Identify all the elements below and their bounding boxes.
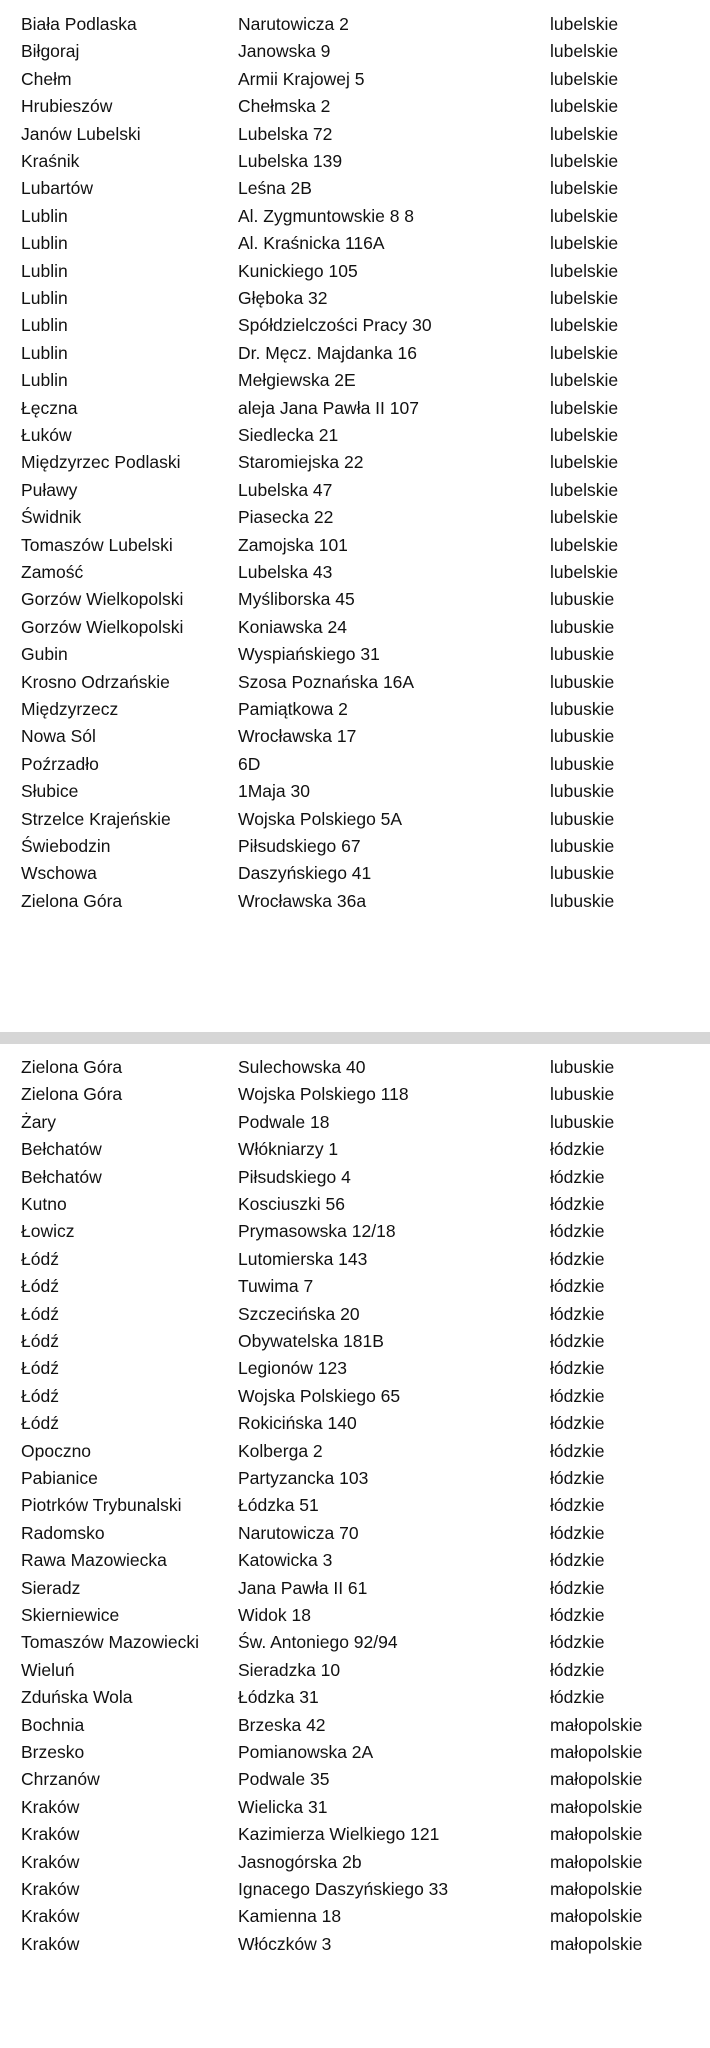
city-cell: Biała Podlaska <box>21 14 137 34</box>
region-cell: lubelskie <box>550 288 619 308</box>
table-row <box>0 1273 710 1300</box>
street-cell: Narutowicza 70 <box>238 1522 359 1543</box>
city-cell: Świebodzin <box>21 836 111 856</box>
street-cell: Al. Kraśnicka 116A <box>238 233 385 254</box>
region-cell: łódzkie <box>550 1577 605 1598</box>
table-row <box>0 422 710 449</box>
street-cell: Kosciuszki 56 <box>238 1194 345 1214</box>
table-row <box>0 38 710 65</box>
table-row <box>0 1191 710 1218</box>
city-cell: Lublin <box>21 342 68 363</box>
region-cell: łódzkie <box>550 1659 605 1680</box>
table-row <box>0 696 710 723</box>
city-cell: Chrzanów <box>21 1769 100 1790</box>
table-row <box>0 203 710 230</box>
table-row <box>0 395 710 422</box>
region-cell: małopolskie <box>550 1851 643 1872</box>
street-cell: Jasnogórska 2b <box>238 1851 362 1872</box>
street-cell: Partyzancka 103 <box>238 1468 369 1488</box>
region-cell: małopolskie <box>550 1769 643 1790</box>
street-cell: Wojska Polskiego 5A <box>238 808 403 829</box>
table-row <box>0 1602 710 1629</box>
table-row <box>0 1301 710 1328</box>
region-cell: lubelskie <box>550 260 619 281</box>
region-cell: lubelskie <box>550 315 619 336</box>
region-cell: lubelskie <box>550 14 619 34</box>
street-cell: Koniawska 24 <box>238 616 347 637</box>
table-row <box>0 1794 710 1821</box>
street-cell: Kamienna 18 <box>238 1906 342 1927</box>
region-cell: lubelskie <box>550 425 619 445</box>
region-cell: lubelskie <box>550 342 619 363</box>
table-row <box>0 1547 710 1574</box>
region-cell: lubuskie <box>550 753 615 774</box>
table-row <box>0 614 710 641</box>
region-cell: lubelskie <box>550 68 619 89</box>
city-cell: Biłgoraj <box>21 41 80 62</box>
table-row <box>0 93 710 120</box>
region-cell: łódzkie <box>550 1276 605 1297</box>
region-cell: lubelskie <box>550 41 619 62</box>
table-row <box>0 778 710 805</box>
city-cell: Nowa Sól <box>21 726 96 747</box>
city-cell: Międzyrzecz <box>21 699 119 719</box>
table-row <box>0 1054 710 1081</box>
city-cell: Lublin <box>21 205 68 226</box>
city-cell: Łęczna <box>21 397 78 418</box>
table-row <box>0 1629 710 1656</box>
street-cell: Dr. Męcz. Majdanka 16 <box>238 342 417 363</box>
table-row <box>0 888 710 915</box>
street-cell: Głęboka 32 <box>238 288 328 308</box>
city-cell: Bochnia <box>21 1714 85 1735</box>
region-cell: łódzkie <box>550 1550 605 1571</box>
city-cell: Tomaszów Mazowiecki <box>21 1632 199 1653</box>
street-cell: Łódzka 51 <box>238 1495 319 1516</box>
table-row <box>0 532 710 559</box>
region-cell: lubelskie <box>550 370 619 391</box>
city-cell: Poźrzadło <box>21 753 99 774</box>
city-cell: Radomsko <box>21 1522 105 1543</box>
table-row <box>0 833 710 860</box>
region-cell: małopolskie <box>550 1796 643 1817</box>
region-cell: lubelskie <box>550 452 619 473</box>
region-cell: lubelskie <box>550 205 619 226</box>
table-row <box>0 285 710 312</box>
table-row <box>0 1136 710 1163</box>
street-cell: Wyspiańskiego 31 <box>238 644 380 665</box>
region-cell: lubuskie <box>550 863 615 884</box>
region-cell: lubelskie <box>550 397 619 418</box>
region-cell: lubuskie <box>550 1057 615 1077</box>
table-row <box>0 669 710 696</box>
region-cell: łódzkie <box>550 1358 605 1379</box>
street-cell: Włókniarzy 1 <box>238 1139 339 1160</box>
table-row <box>0 1081 710 1108</box>
street-cell: Lubelska 139 <box>238 151 343 171</box>
table-row <box>0 477 710 504</box>
city-cell: Łuków <box>21 425 72 445</box>
street-cell: Pomianowska 2A <box>238 1742 374 1762</box>
region-cell: lubelskie <box>550 96 619 117</box>
table-row <box>0 11 710 38</box>
table-row <box>0 1657 710 1684</box>
region-cell: lubuskie <box>550 808 615 829</box>
region-cell: łódzkie <box>550 1385 605 1406</box>
city-cell: Rawa Mazowiecka <box>21 1550 167 1571</box>
street-cell: Kolberga 2 <box>238 1440 323 1461</box>
city-cell: Zduńska Wola <box>21 1687 133 1708</box>
table-row <box>0 312 710 339</box>
street-cell: Myśliborska 45 <box>238 589 355 610</box>
table-row <box>0 449 710 476</box>
table-row <box>0 1903 710 1930</box>
city-cell: Gubin <box>21 644 68 665</box>
city-cell: Lublin <box>21 370 68 391</box>
street-cell: Wrocławska 17 <box>238 726 357 747</box>
table-row <box>0 175 710 202</box>
table-row <box>0 1712 710 1739</box>
street-cell: Pamiątkowa 2 <box>238 699 348 719</box>
street-cell: Daszyńskiego 41 <box>238 863 372 884</box>
street-cell: Piłsudskiego 67 <box>238 836 361 856</box>
street-cell: Łódzka 31 <box>238 1687 319 1708</box>
street-cell: Widok 18 <box>238 1605 311 1625</box>
region-cell: małopolskie <box>550 1714 643 1735</box>
city-cell: Pabianice <box>21 1468 98 1488</box>
table-row <box>0 1438 710 1465</box>
table-row <box>0 1383 710 1410</box>
city-cell: Łódź <box>21 1331 59 1351</box>
document-page-2 <box>0 1044 710 2048</box>
region-cell: lubelskie <box>550 479 619 500</box>
city-cell: Lublin <box>21 260 68 281</box>
city-cell: Żary <box>21 1111 56 1132</box>
region-cell: lubuskie <box>550 644 615 665</box>
street-cell: Narutowicza 2 <box>238 14 349 34</box>
street-cell: Jana Pawła II 61 <box>238 1577 368 1598</box>
region-cell: lubuskie <box>550 616 615 637</box>
region-cell: lubuskie <box>550 1084 615 1105</box>
region-cell: lubuskie <box>550 890 615 911</box>
street-cell: Włóczków 3 <box>238 1933 332 1954</box>
street-cell: Wojska Polskiego 65 <box>238 1385 401 1406</box>
street-cell: Kazimierza Wielkiego 121 <box>238 1824 440 1845</box>
street-cell: Katowicka 3 <box>238 1550 333 1571</box>
street-cell: Leśna 2B <box>238 178 312 199</box>
table-row <box>0 1849 710 1876</box>
region-cell: lubelskie <box>550 534 619 555</box>
city-cell: Janów Lubelski <box>21 123 141 144</box>
city-cell: Opoczno <box>21 1440 92 1461</box>
region-cell: lubelskie <box>550 178 619 199</box>
region-cell: małopolskie <box>550 1906 643 1927</box>
region-cell: łódzkie <box>550 1440 605 1461</box>
table-row <box>0 1218 710 1245</box>
street-cell: Janowska 9 <box>238 41 331 62</box>
street-cell: Legionów 123 <box>238 1358 347 1379</box>
city-cell: Lubartów <box>21 178 93 199</box>
region-cell: łódzkie <box>550 1687 605 1708</box>
table-row <box>0 1520 710 1547</box>
street-cell: Wojska Polskiego 118 <box>238 1084 409 1105</box>
city-cell: Tomaszów Lubelski <box>21 534 173 555</box>
city-cell: Łódź <box>21 1248 59 1269</box>
region-cell: lubuskie <box>550 589 615 610</box>
table-row <box>0 258 710 285</box>
city-cell: Łódź <box>21 1413 59 1434</box>
table-row <box>0 121 710 148</box>
table-row <box>0 641 710 668</box>
table-row <box>0 1739 710 1766</box>
street-cell: Staromiejska 22 <box>238 452 364 473</box>
street-cell: Szosa Poznańska 16A <box>238 671 415 692</box>
street-cell: 6D <box>238 753 261 774</box>
street-cell: Kunickiego 105 <box>238 260 358 281</box>
region-cell: lubelskie <box>550 562 619 582</box>
page-separator <box>0 1032 710 1044</box>
region-cell: łódzkie <box>550 1495 605 1516</box>
city-cell: Chełm <box>21 68 72 89</box>
region-cell: łódzkie <box>550 1413 605 1434</box>
city-cell: Zamość <box>21 562 84 582</box>
city-cell: Lublin <box>21 233 68 254</box>
city-cell: Gorzów Wielkopolski <box>21 589 184 610</box>
region-cell: łódzkie <box>550 1194 605 1214</box>
street-cell: Lubelska 47 <box>238 479 333 500</box>
table-row <box>0 1355 710 1382</box>
city-cell: Hrubieszów <box>21 96 113 117</box>
table-row <box>0 1684 710 1711</box>
table-row <box>0 1164 710 1191</box>
table-row <box>0 1575 710 1602</box>
city-cell: Łódź <box>21 1303 59 1324</box>
region-cell: łódzkie <box>550 1166 605 1187</box>
table-row <box>0 1410 710 1437</box>
region-cell: łódzkie <box>550 1632 605 1653</box>
city-cell: Skierniewice <box>21 1605 120 1625</box>
region-cell: lubuskie <box>550 781 615 802</box>
city-cell: Kutno <box>21 1194 67 1214</box>
table-row <box>0 1876 710 1903</box>
city-cell: Gorzów Wielkopolski <box>21 616 184 637</box>
region-cell: lubuskie <box>550 671 615 692</box>
table-row <box>0 1328 710 1355</box>
city-cell: Puławy <box>21 479 78 500</box>
city-cell: Lublin <box>21 315 68 336</box>
street-cell: Podwale 18 <box>238 1111 330 1132</box>
city-cell: Łódź <box>21 1385 59 1406</box>
table-row <box>0 367 710 394</box>
street-cell: Lubelska 43 <box>238 562 333 582</box>
street-cell: Podwale 35 <box>238 1769 330 1790</box>
street-cell: Ignacego Daszyńskiego 33 <box>238 1879 449 1899</box>
city-cell: Bełchatów <box>21 1166 102 1187</box>
table-row <box>0 586 710 613</box>
region-cell: łódzkie <box>550 1331 605 1351</box>
city-cell: Łódź <box>21 1276 59 1297</box>
table-row <box>0 1766 710 1793</box>
city-cell: Kraśnik <box>21 151 80 171</box>
table-row <box>0 751 710 778</box>
city-cell: Łowicz <box>21 1221 75 1242</box>
table-row <box>0 1821 710 1848</box>
region-cell: lubelskie <box>550 151 619 171</box>
table-row <box>0 1246 710 1273</box>
region-cell: łódzkie <box>550 1522 605 1543</box>
street-cell: Brzeska 42 <box>238 1714 326 1735</box>
city-cell: Świdnik <box>21 507 82 528</box>
street-cell: aleja Jana Pawła II 107 <box>238 397 419 418</box>
table-row <box>0 230 710 257</box>
street-cell: Spółdzielczości Pracy 30 <box>238 315 432 336</box>
street-cell: Chełmska 2 <box>238 96 331 117</box>
street-cell: Wielicka 31 <box>238 1796 328 1817</box>
street-cell: Tuwima 7 <box>238 1276 314 1297</box>
city-cell: Krosno Odrzańskie <box>21 671 170 692</box>
street-cell: Prymasowska 12/18 <box>238 1221 396 1242</box>
city-cell: Kraków <box>21 1796 80 1817</box>
city-cell: Słubice <box>21 781 79 802</box>
street-cell: Sulechowska 40 <box>238 1057 366 1077</box>
city-cell: Zielona Góra <box>21 1057 123 1077</box>
street-cell: Sieradzka 10 <box>238 1659 341 1680</box>
region-cell: małopolskie <box>550 1933 643 1954</box>
table-row <box>0 559 710 586</box>
street-cell: 1Maja 30 <box>238 781 310 802</box>
table-row <box>0 723 710 750</box>
street-cell: Mełgiewska 2E <box>238 370 356 391</box>
city-cell: Zielona Góra <box>21 1084 123 1105</box>
region-cell: łódzkie <box>550 1139 605 1160</box>
street-cell: Lubelska 72 <box>238 123 333 144</box>
table-row <box>0 860 710 887</box>
region-cell: łódzkie <box>550 1468 605 1488</box>
city-cell: Wschowa <box>21 863 97 884</box>
region-cell: lubuskie <box>550 1111 615 1132</box>
table-row <box>0 340 710 367</box>
region-cell: lubelskie <box>550 233 619 254</box>
city-cell: Kraków <box>21 1879 80 1899</box>
city-cell: Zielona Góra <box>21 890 123 911</box>
street-cell: Obywatelska 181B <box>238 1331 384 1351</box>
region-cell: lubuskie <box>550 726 615 747</box>
region-cell: lubuskie <box>550 699 615 719</box>
city-cell: Łódź <box>21 1358 59 1379</box>
city-cell: Kraków <box>21 1851 80 1872</box>
street-cell: Armii Krajowej 5 <box>238 68 365 89</box>
city-cell: Strzelce Krajeńskie <box>21 808 171 829</box>
table-row <box>0 148 710 175</box>
table-row <box>0 66 710 93</box>
street-cell: Lutomierska 143 <box>238 1248 368 1269</box>
city-cell: Kraków <box>21 1824 80 1845</box>
city-cell: Bełchatów <box>21 1139 102 1160</box>
region-cell: łódzkie <box>550 1248 605 1269</box>
table-row <box>0 1931 710 1958</box>
street-cell: Al. Zygmuntowskie 8 8 <box>238 205 415 226</box>
street-cell: Szczecińska 20 <box>238 1303 360 1324</box>
street-cell: Piasecka 22 <box>238 507 334 528</box>
street-cell: Piłsudskiego 4 <box>238 1166 351 1187</box>
city-cell: Kraków <box>21 1933 80 1954</box>
city-cell: Międzyrzec Podlaski <box>21 452 181 473</box>
street-cell: Zamojska 101 <box>238 534 348 555</box>
region-cell: łódzkie <box>550 1221 605 1242</box>
table-row <box>0 1492 710 1519</box>
city-cell: Lublin <box>21 288 68 308</box>
city-cell: Sieradz <box>21 1577 81 1598</box>
table-row <box>0 1109 710 1136</box>
table-row <box>0 806 710 833</box>
table-row <box>0 504 710 531</box>
table-row <box>0 1465 710 1492</box>
street-cell: Wrocławska 36a <box>238 890 367 911</box>
region-cell: małopolskie <box>550 1824 643 1845</box>
city-cell: Brzesko <box>21 1742 85 1762</box>
region-cell: lubuskie <box>550 836 615 856</box>
region-cell: małopolskie <box>550 1879 643 1899</box>
street-cell: Siedlecka 21 <box>238 425 339 445</box>
city-cell: Kraków <box>21 1906 80 1927</box>
region-cell: małopolskie <box>550 1742 643 1762</box>
region-cell: lubelskie <box>550 507 619 528</box>
street-cell: Św. Antoniego 92/94 <box>238 1632 398 1653</box>
region-cell: łódzkie <box>550 1303 605 1324</box>
region-cell: łódzkie <box>550 1605 605 1625</box>
city-cell: Wieluń <box>21 1659 75 1680</box>
city-cell: Piotrków Trybunalski <box>21 1495 182 1516</box>
street-cell: Rokicińska 140 <box>238 1413 357 1434</box>
region-cell: lubelskie <box>550 123 619 144</box>
